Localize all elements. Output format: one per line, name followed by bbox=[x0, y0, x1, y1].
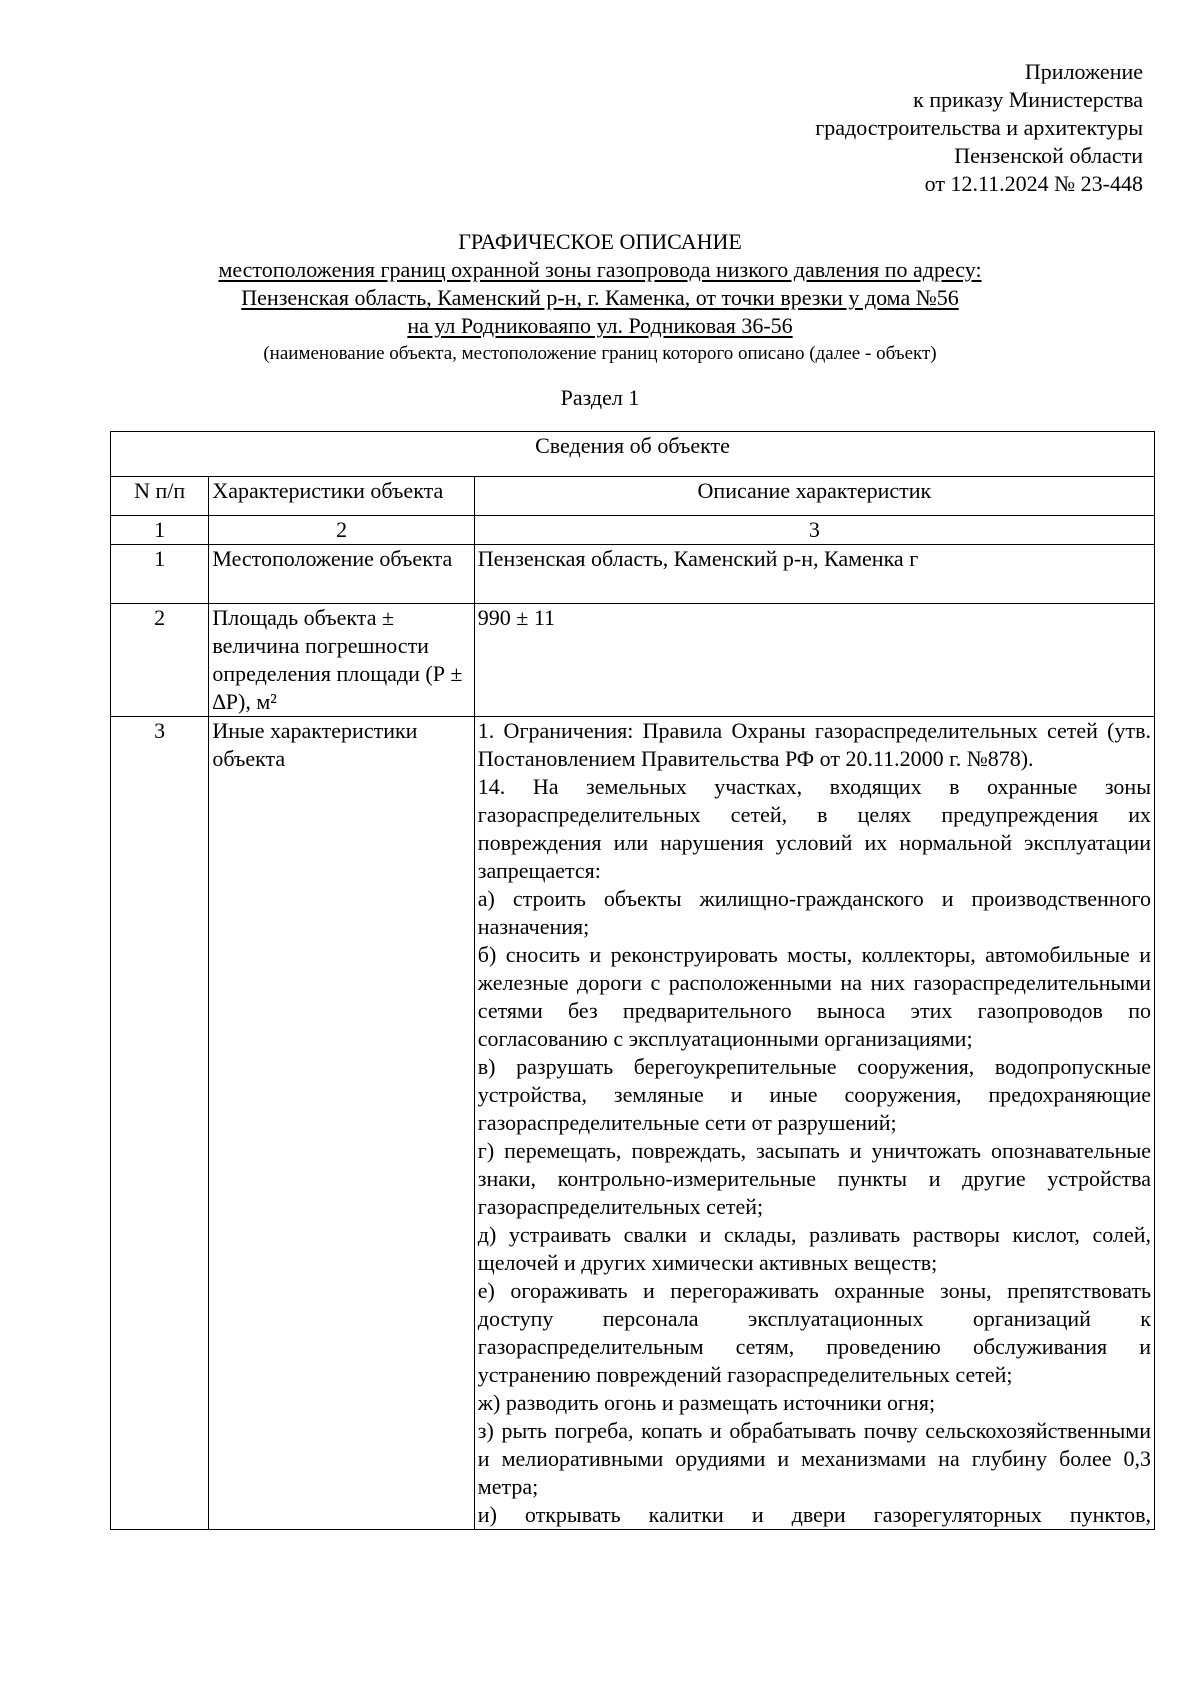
row-number: 1 bbox=[111, 545, 209, 604]
object-name-line: местоположения границ охранной зоны газопровода низкого давления по адресу: bbox=[218, 257, 982, 282]
restriction-paragraph: д) устраивать свалки и склады, разливать растворы кислот, солей, щелочей и других химически активных веществ; bbox=[477, 1222, 1151, 1275]
appendix-block bbox=[815, 58, 1143, 198]
restriction-paragraph: а) строить объекты жилищно-гражданского и производственного назначения; bbox=[477, 886, 1151, 939]
object-name-line: Пензенская область, Каменский р-н, г. Каменка, от точки врезки у дома №56 bbox=[241, 285, 959, 310]
appendix-line: Приложение bbox=[1024, 59, 1143, 84]
restriction-paragraph: г) перемещать, повреждать, засыпать и уничтожать опознавательные знаки, контрольно-измерительные пункты и другие устройства газораспределительных сетей; bbox=[477, 1138, 1151, 1219]
restriction-paragraph: б) сносить и реконструировать мосты, коллекторы, автомобильные и железные дороги с расположенными на них газораспределительными сетями без предварительного выноса этих газопроводов по согласованию с эксплуатационными организациями; bbox=[477, 942, 1151, 1051]
table-row bbox=[111, 717, 1155, 1530]
row-number: 3 bbox=[111, 717, 209, 1530]
restriction-paragraph: 14. На земельных участках, входящих в охранные зоны газораспределительных сетей, в целях предупреждения их повреждения или нарушения условий их нормальной эксплуатации запрещается: bbox=[477, 774, 1151, 883]
section-title: Раздел 1 bbox=[560, 385, 640, 410]
restriction-paragraph: 1. Ограничения: Правила Охраны газораспределительных сетей (утв. Постановлением Правительства РФ от 20.11.2000 г. №878). bbox=[477, 718, 1151, 771]
object-name-caption: (наименование объекта, местоположение границ которого описано (далее - объект) bbox=[263, 343, 937, 364]
row-characteristic: Местоположение объекта bbox=[209, 545, 474, 604]
object-name-line: на ул Родниковаяпо ул. Родниковая 36-56 bbox=[407, 313, 793, 338]
row-description bbox=[474, 717, 1154, 1530]
header-description: Описание характеристик bbox=[474, 477, 1154, 516]
restriction-paragraph: ж) разводить огонь и размещать источники огня; bbox=[477, 1390, 936, 1415]
table-caption: Сведения об объекте bbox=[111, 432, 1155, 477]
appendix-line: Пензенской области bbox=[954, 143, 1143, 168]
header-characteristic: Характеристики объекта bbox=[209, 477, 474, 516]
restriction-paragraph: в) разрушать берегоукрепительные сооружения, водопропускные устройства, земляные и иные сооружения, предохраняющие газораспределительные сети от разрушений; bbox=[477, 1054, 1151, 1135]
title-block bbox=[0, 228, 1200, 412]
column-numbers-row bbox=[111, 516, 1155, 545]
appendix-line: градостроительства и архитектуры bbox=[815, 115, 1143, 140]
object-info-table bbox=[110, 431, 1155, 1530]
restriction-paragraph: з) рыть погреба, копать и обрабатывать почву сельскохозяйственными и мелиоративными орудиями и механизмами на глубину более 0,3 метра; bbox=[477, 1418, 1151, 1499]
appendix-line: к приказу Министерства bbox=[913, 87, 1143, 112]
row-description: Пензенская область, Каменский р-н, Каменка г bbox=[474, 545, 1154, 604]
table-row bbox=[111, 604, 1155, 717]
column-number: 1 bbox=[111, 516, 209, 545]
restriction-paragraph: и) открывать калитки и двери газорегуляторных пунктов, bbox=[477, 1502, 1151, 1527]
column-number: 2 bbox=[209, 516, 474, 545]
table-header-row bbox=[111, 477, 1155, 516]
header-number: N п/п bbox=[111, 477, 209, 516]
restriction-paragraph: е) огораживать и перегораживать охранные зоны, препятствовать доступу персонала эксплуатационных организаций к газораспределительным сетям, проведению обслуживания и устранению повреждений газораспределительных сетей; bbox=[477, 1278, 1151, 1387]
row-description: 990 ± 11 bbox=[474, 604, 1154, 717]
appendix-date-number: от 12.11.2024 № 23-448 bbox=[924, 171, 1143, 196]
column-number: 3 bbox=[474, 516, 1154, 545]
row-characteristic: Иные характеристики объекта bbox=[209, 717, 474, 1530]
document-title: ГРАФИЧЕСКОЕ ОПИСАНИЕ bbox=[458, 229, 742, 254]
table-caption-row bbox=[111, 432, 1155, 477]
table-row bbox=[111, 545, 1155, 604]
row-number: 2 bbox=[111, 604, 209, 717]
row-characteristic: Площадь объекта ± величина погрешности определения площади (Р ± ∆Р), м² bbox=[209, 604, 474, 717]
